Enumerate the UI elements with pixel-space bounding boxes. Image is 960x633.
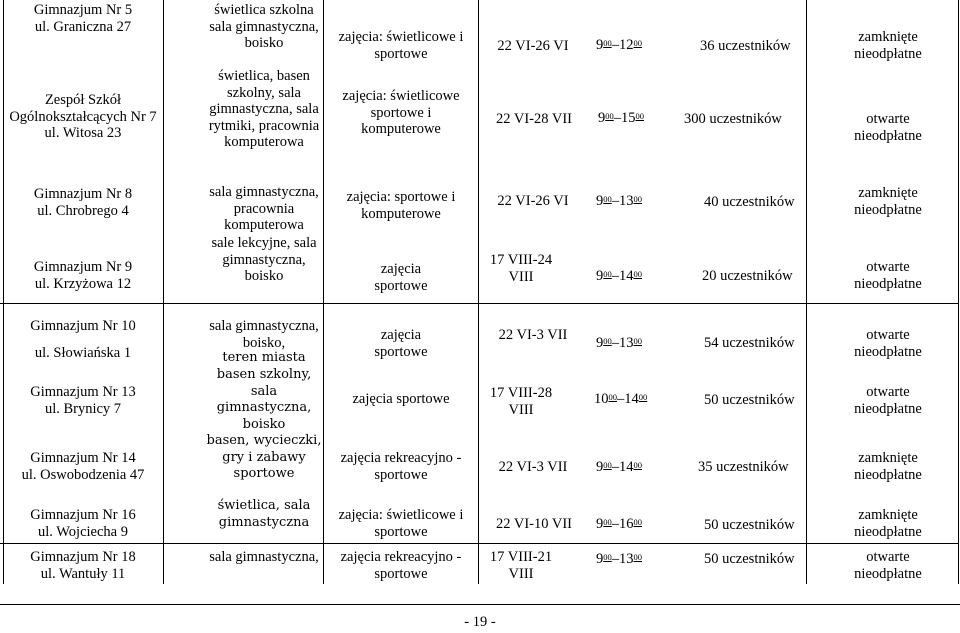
hours bbox=[596, 459, 642, 476]
facility-cell: świetlica, basen szkolny, sala gimnastyczna, sala rytmiki, pracownia komputerowa bbox=[208, 68, 320, 150]
activity-cell: zajęcia: świetlicowe sportowe i komputerowe bbox=[342, 88, 460, 137]
hours-end: 14 bbox=[619, 268, 634, 284]
facility-cell: teren miasta bbox=[222, 350, 306, 365]
access-type: otwarte bbox=[866, 327, 910, 343]
hours-end-min: 00 bbox=[633, 38, 642, 48]
hours-sep: – bbox=[611, 551, 619, 567]
hours-sep: – bbox=[613, 110, 621, 126]
hours-end-min: 00 bbox=[633, 552, 642, 562]
hours bbox=[596, 268, 642, 285]
hours-end-min: 00 bbox=[638, 392, 648, 402]
date-range: 22 VI-26 VI bbox=[497, 193, 569, 209]
hours-start-min: 00 bbox=[608, 392, 617, 402]
hours-start: 9 bbox=[596, 551, 604, 567]
hours-start-min: 00 bbox=[603, 336, 612, 346]
access-type: otwarte bbox=[866, 259, 910, 275]
activity-cell: zajęcia rekreacyjno - sportowe bbox=[340, 450, 462, 483]
date-range: 17 VIII-21 VIII bbox=[489, 549, 553, 582]
school-name: Zespół Szkół Ogólnokształcących Nr 7 bbox=[9, 92, 157, 125]
facility-cell: sala gimnastyczna, pracownia komputerowa bbox=[209, 184, 319, 233]
access-cell bbox=[840, 327, 936, 360]
school-street: ul. Graniczna 27 bbox=[34, 18, 132, 35]
facility-cell: basen szkolny, sala gimnastyczna, boisko bbox=[216, 367, 312, 432]
access-fee: nieodpłatne bbox=[854, 343, 922, 360]
school-cell bbox=[8, 450, 158, 483]
access-type: otwarte bbox=[866, 384, 910, 400]
school-cell bbox=[8, 92, 158, 142]
access-type: zamknięte bbox=[858, 507, 918, 523]
hours-sep: – bbox=[611, 37, 619, 53]
access-fee: nieodpłatne bbox=[854, 466, 922, 483]
row-divider-2 bbox=[0, 543, 959, 544]
hours-start-min: 00 bbox=[603, 194, 612, 204]
access-type: zamknięte bbox=[858, 185, 918, 201]
date-range: 17 VIII-28 VIII bbox=[489, 385, 553, 418]
activity-cell: zajęcia rekreacyjno - sportowe bbox=[340, 549, 462, 582]
table-border-right bbox=[958, 0, 959, 584]
hours-sep: – bbox=[611, 335, 619, 351]
access-cell bbox=[840, 384, 936, 417]
column-divider-1 bbox=[163, 0, 164, 584]
hours-start: 9 bbox=[596, 335, 604, 351]
participants: 300 uczestników bbox=[684, 111, 782, 127]
page-number: - 19 - bbox=[464, 614, 496, 630]
school-cell bbox=[8, 507, 158, 540]
hours bbox=[596, 335, 642, 352]
school-street: ul. Krzyżowa 12 bbox=[34, 275, 132, 292]
hours-start-min: 00 bbox=[603, 552, 612, 562]
access-cell bbox=[840, 259, 936, 292]
hours-start-min: 00 bbox=[603, 38, 612, 48]
school-street: ul. Słowiańska 1 bbox=[34, 344, 132, 361]
hours-start: 9 bbox=[596, 268, 604, 284]
hours-end: 16 bbox=[619, 516, 634, 532]
participants: 50 uczestników bbox=[704, 392, 795, 408]
date-range: 22 VI-3 VII bbox=[498, 459, 568, 475]
row-divider-1 bbox=[0, 303, 959, 304]
school-name: Gimnazjum Nr 14 bbox=[30, 450, 136, 466]
hours-end-min: 00 bbox=[633, 517, 642, 527]
hours-sep: – bbox=[611, 459, 619, 475]
facility-cell: sala gimnastyczna, boisko, bbox=[209, 318, 319, 351]
activity-cell: zajęcia: świetlicowe i sportowe bbox=[338, 29, 464, 62]
access-type: zamknięte bbox=[858, 29, 918, 45]
hours-end: 13 bbox=[619, 193, 634, 209]
access-fee: nieodpłatne bbox=[854, 565, 922, 582]
hours-end-min: 00 bbox=[635, 111, 644, 121]
hours-sep: – bbox=[611, 193, 619, 209]
participants: 36 uczestników bbox=[700, 38, 791, 54]
facility-cell: sale lekcyjne, sala gimnastyczna, boisko bbox=[211, 235, 317, 284]
hours-sep: – bbox=[611, 516, 619, 532]
access-cell bbox=[840, 507, 936, 540]
hours-end: 13 bbox=[619, 335, 634, 351]
access-cell bbox=[840, 185, 936, 218]
hours-end: 14 bbox=[619, 459, 634, 475]
hours-start-min: 00 bbox=[605, 111, 614, 121]
access-cell bbox=[840, 450, 936, 483]
column-divider-3 bbox=[478, 0, 479, 584]
school-name: Gimnazjum Nr 13 bbox=[30, 384, 136, 400]
school-street: ul. Witosa 23 bbox=[44, 125, 122, 141]
access-cell bbox=[840, 29, 936, 62]
hours-start: 9 bbox=[596, 459, 604, 475]
participants: 54 uczestników bbox=[704, 335, 795, 351]
date-range: 22 VI-28 VII bbox=[496, 111, 572, 127]
hours-end-min: 00 bbox=[633, 194, 642, 204]
access-cell bbox=[840, 549, 936, 582]
date-range: 22 VI-10 VII bbox=[496, 516, 572, 532]
school-name: Gimnazjum Nr 16 bbox=[30, 507, 136, 523]
hours-start: 10 bbox=[594, 391, 609, 407]
hours-end: 15 bbox=[621, 110, 636, 126]
participants: 50 uczestników bbox=[704, 551, 795, 567]
access-fee: nieodpłatne bbox=[854, 523, 922, 540]
hours-end-min: 00 bbox=[633, 460, 642, 470]
footer-rule bbox=[0, 604, 960, 605]
access-type: zamknięte bbox=[858, 450, 918, 466]
hours-start: 9 bbox=[598, 110, 606, 126]
hours bbox=[596, 551, 642, 568]
hours-end-min: 00 bbox=[633, 269, 642, 279]
participants: 35 uczestników bbox=[698, 459, 789, 475]
hours bbox=[596, 193, 642, 210]
participants: 40 uczestników bbox=[704, 194, 795, 210]
hours bbox=[594, 391, 647, 408]
hours-start: 9 bbox=[596, 37, 604, 53]
hours-start-min: 00 bbox=[603, 269, 612, 279]
hours-end: 14 bbox=[624, 391, 639, 407]
school-street: ul. Wantuły 11 bbox=[40, 565, 126, 582]
access-fee: nieodpłatne bbox=[854, 45, 922, 62]
hours-start: 9 bbox=[596, 516, 604, 532]
hours bbox=[598, 110, 644, 127]
access-type: otwarte bbox=[866, 549, 910, 565]
school-cell bbox=[8, 259, 158, 292]
school-name: Gimnazjum Nr 9 bbox=[33, 259, 133, 275]
school-name: Gimnazjum Nr 10 bbox=[30, 318, 136, 334]
school-street: ul. Brynicy 7 bbox=[44, 400, 122, 417]
school-street: ul. Oswobodzenia 47 bbox=[21, 466, 145, 483]
school-name: Gimnazjum Nr 5 bbox=[33, 2, 133, 18]
hours-start-min: 00 bbox=[603, 460, 612, 470]
date-range: 22 VI-3 VII bbox=[498, 327, 568, 343]
activity-cell: zajęcia: świetlicowe i sportowe bbox=[338, 507, 464, 540]
participants: 20 uczestników bbox=[702, 268, 793, 284]
facility-cell: basen, wycieczki, gry i zabawy sportowe bbox=[206, 433, 322, 481]
school-name: Gimnazjum Nr 8 bbox=[33, 186, 133, 202]
access-type: otwarte bbox=[866, 111, 910, 127]
hours-end-min: 00 bbox=[633, 336, 642, 346]
table-border-left bbox=[3, 0, 4, 584]
school-cell bbox=[8, 2, 158, 35]
hours-end: 12 bbox=[619, 37, 634, 53]
hours-end: 13 bbox=[619, 551, 634, 567]
hours-sep: – bbox=[617, 391, 625, 407]
access-cell bbox=[840, 111, 936, 144]
school-cell bbox=[8, 318, 158, 361]
activity-cell: zajęcia sportowe bbox=[374, 261, 428, 294]
activity-cell: zajęcia sportowe bbox=[352, 391, 450, 407]
activity-cell: zajęcia sportowe bbox=[374, 327, 428, 360]
access-fee: nieodpłatne bbox=[854, 400, 922, 417]
school-cell bbox=[8, 549, 158, 582]
hours bbox=[596, 37, 642, 54]
facility-cell: sala gimnastyczna, bbox=[209, 549, 319, 565]
school-cell bbox=[8, 186, 158, 219]
school-street: ul. Wojciecha 9 bbox=[38, 523, 128, 540]
column-divider-4 bbox=[806, 0, 807, 584]
school-cell bbox=[8, 384, 158, 417]
activity-cell: zajęcia: sportowe i komputerowe bbox=[346, 189, 456, 222]
hours-sep: – bbox=[611, 268, 619, 284]
access-fee: nieodpłatne bbox=[854, 275, 922, 292]
access-fee: nieodpłatne bbox=[854, 127, 922, 144]
school-name: Gimnazjum Nr 18 bbox=[30, 549, 136, 565]
access-fee: nieodpłatne bbox=[854, 201, 922, 218]
hours-start-min: 00 bbox=[603, 517, 612, 527]
facility-cell: świetlica szkolna sala gimnastyczna, boisko bbox=[209, 2, 319, 51]
participants: 50 uczestników bbox=[704, 517, 795, 533]
facility-cell: świetlica, sala gimnastyczna bbox=[217, 498, 311, 530]
date-range: 22 VI-26 VI bbox=[497, 38, 569, 54]
school-street: ul. Chrobrego 4 bbox=[37, 202, 129, 219]
hours-start: 9 bbox=[596, 193, 604, 209]
date-range: 17 VIII-24 VIII bbox=[489, 252, 553, 285]
hours bbox=[596, 516, 642, 533]
